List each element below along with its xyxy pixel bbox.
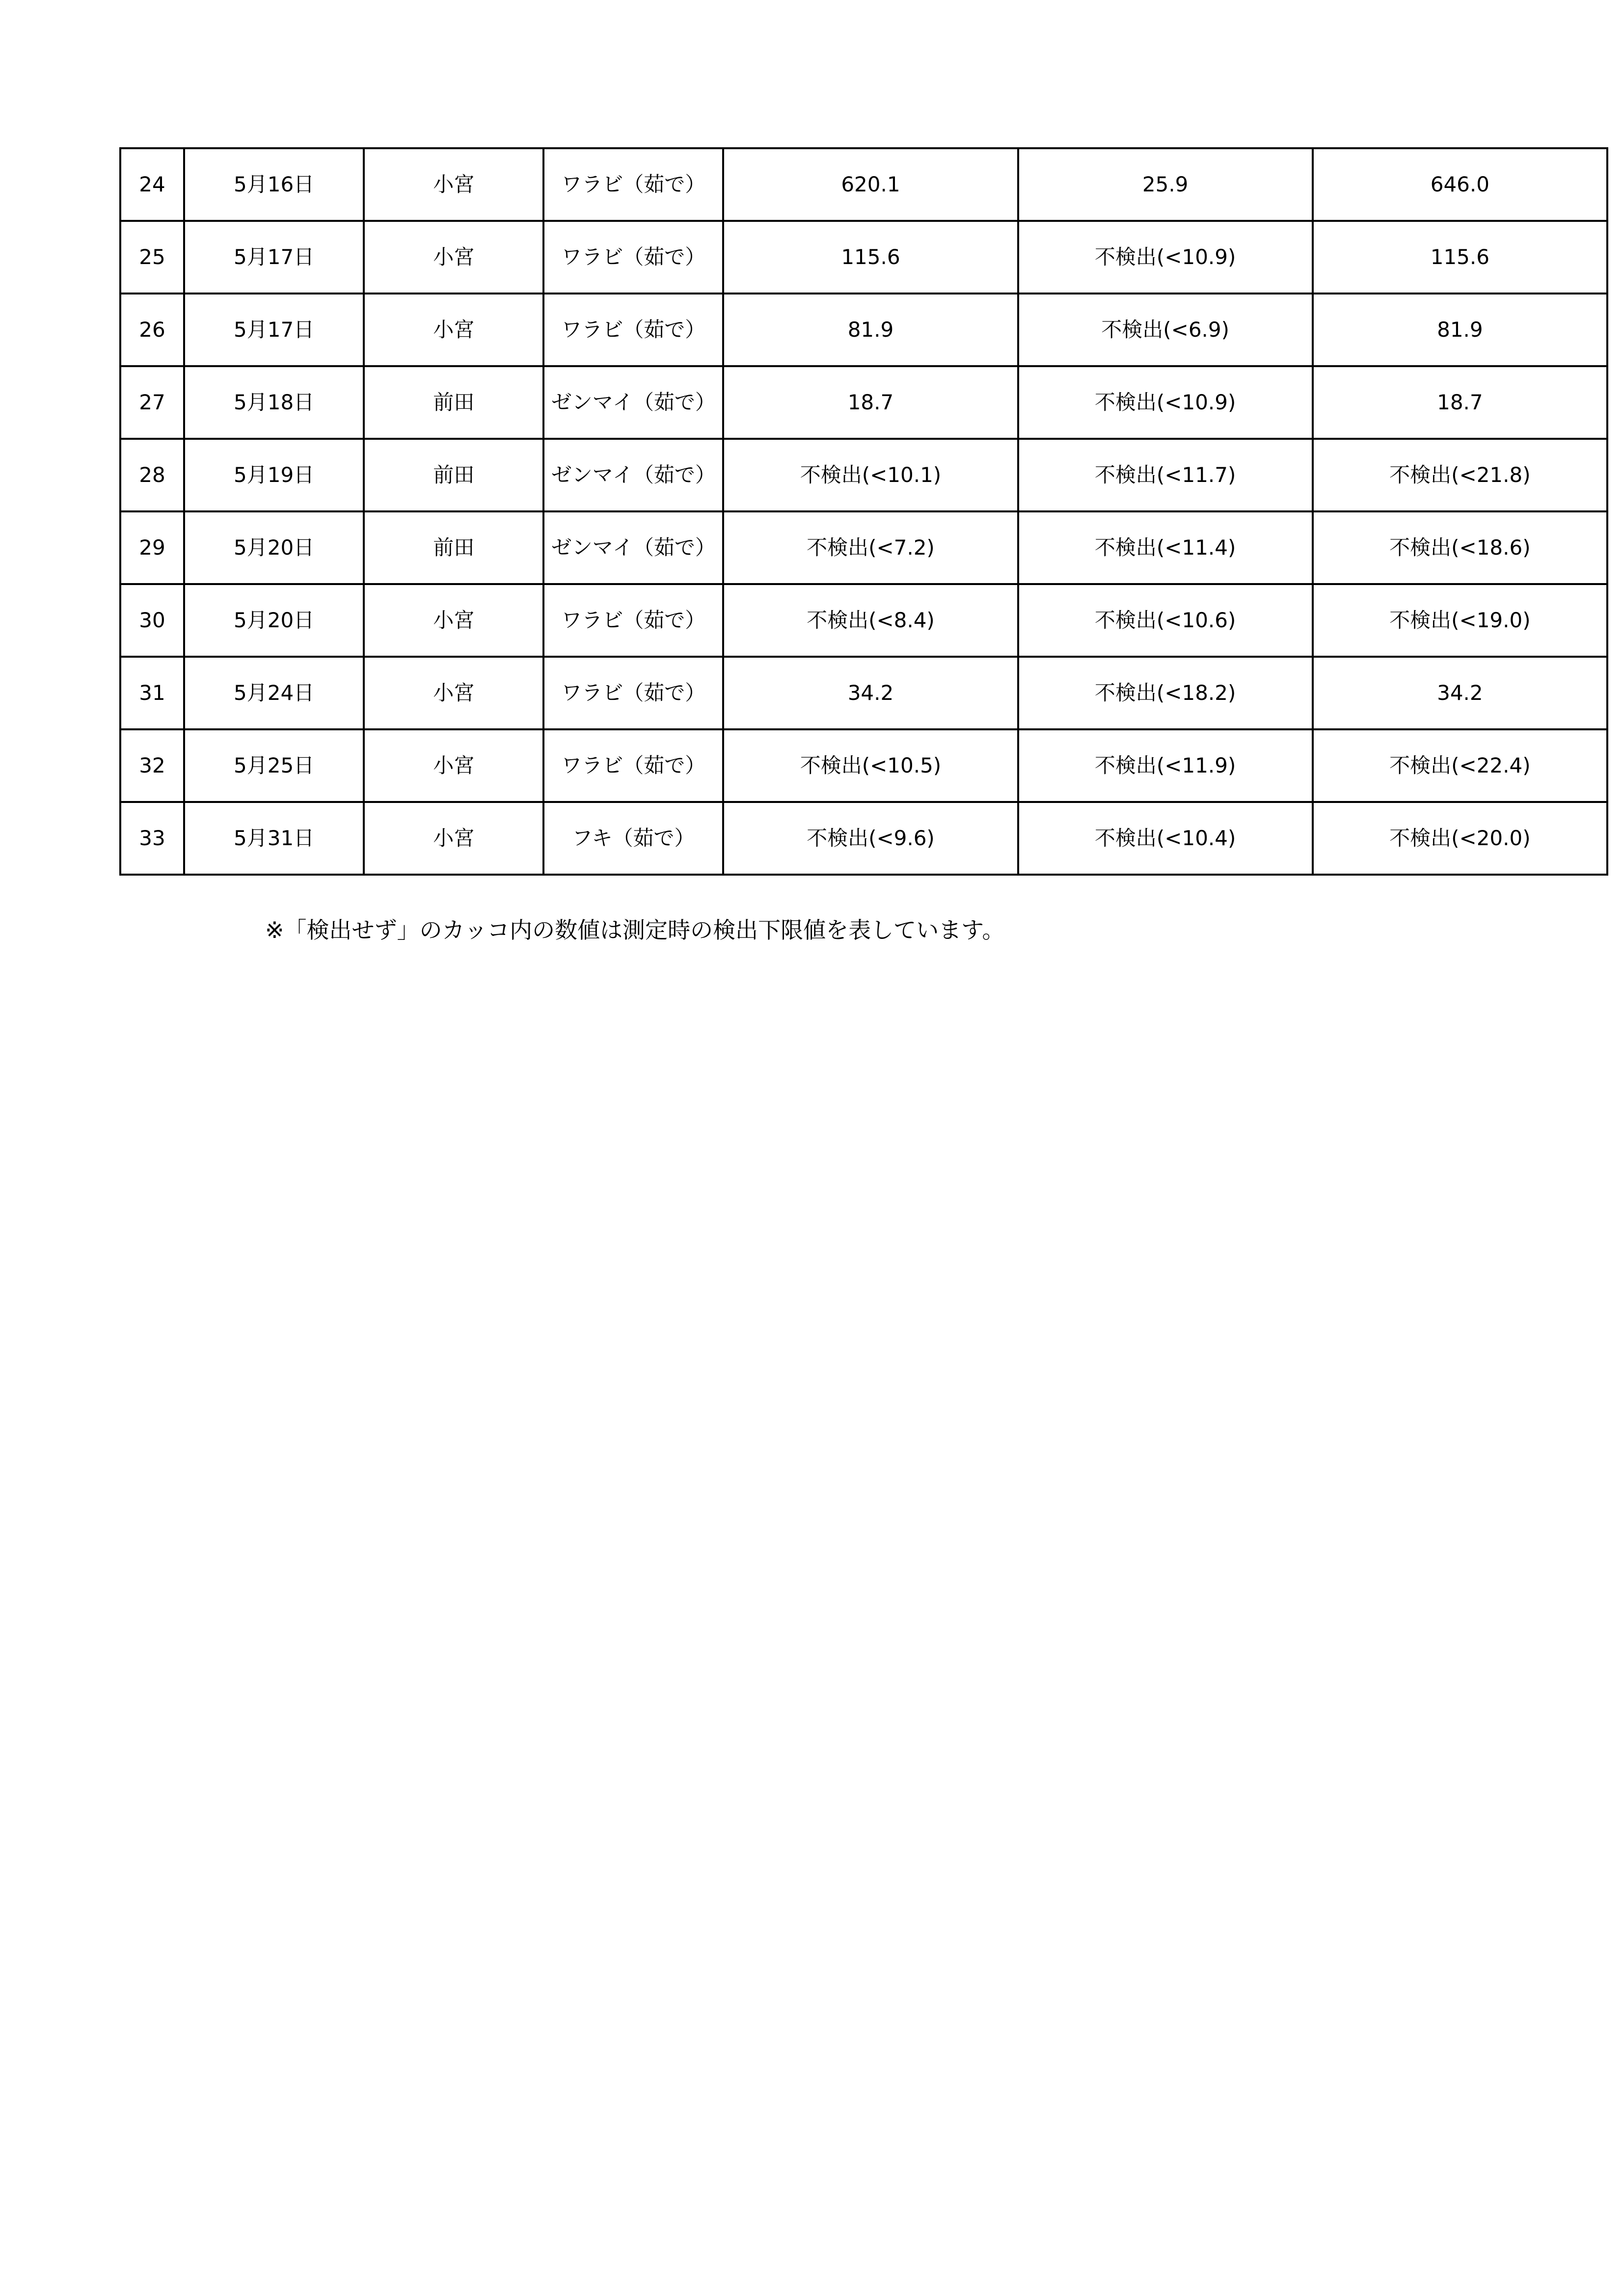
row-number: 30 <box>120 584 184 657</box>
sample-date: 5月18日 <box>184 366 364 439</box>
sample-location: 小宮 <box>364 221 543 294</box>
value-cell-1: 34.2 <box>723 657 1018 729</box>
value-cell-total: 不検出(<21.8) <box>1313 439 1607 511</box>
value-cell-1: 不検出(<9.6) <box>723 802 1018 875</box>
sample-location: 前田 <box>364 511 543 584</box>
row-number: 28 <box>120 439 184 511</box>
sample-item: ワラビ（茹で） <box>543 657 723 729</box>
sample-date: 5月19日 <box>184 439 364 511</box>
value-cell-total: 18.7 <box>1313 366 1607 439</box>
row-number: 24 <box>120 148 184 221</box>
table-row <box>120 221 1607 294</box>
sample-location: 小宮 <box>364 657 543 729</box>
value-cell-2: 不検出(<10.9) <box>1018 221 1313 294</box>
sample-item: ゼンマイ（茹で） <box>543 439 723 511</box>
row-number: 27 <box>120 366 184 439</box>
row-number: 25 <box>120 221 184 294</box>
value-cell-total: 646.0 <box>1313 148 1607 221</box>
table-row <box>120 729 1607 802</box>
value-cell-1: 18.7 <box>723 366 1018 439</box>
sample-item: ワラビ（茹で） <box>543 148 723 221</box>
value-cell-total: 81.9 <box>1313 294 1607 366</box>
footnote: ※「検出せず」のカッコ内の数値は測定時の検出下限値を表しています。 <box>265 917 1005 943</box>
table-row <box>120 657 1607 729</box>
value-cell-1: 620.1 <box>723 148 1018 221</box>
sample-location: 前田 <box>364 439 543 511</box>
value-cell-2: 不検出(<11.4) <box>1018 511 1313 584</box>
sample-date: 5月17日 <box>184 294 364 366</box>
sample-date: 5月17日 <box>184 221 364 294</box>
value-cell-2: 不検出(<10.4) <box>1018 802 1313 875</box>
value-cell-2: 不検出(<10.6) <box>1018 584 1313 657</box>
value-cell-1: 不検出(<10.1) <box>723 439 1018 511</box>
sample-item: ゼンマイ（茹で） <box>543 511 723 584</box>
value-cell-1: 115.6 <box>723 221 1018 294</box>
value-cell-2: 不検出(<11.9) <box>1018 729 1313 802</box>
sample-location: 小宮 <box>364 584 543 657</box>
value-cell-total: 34.2 <box>1313 657 1607 729</box>
sample-date: 5月31日 <box>184 802 364 875</box>
sample-date: 5月16日 <box>184 148 364 221</box>
value-cell-total: 115.6 <box>1313 221 1607 294</box>
sample-item: ワラビ（茹で） <box>543 221 723 294</box>
table-row <box>120 802 1607 875</box>
sample-location: 小宮 <box>364 729 543 802</box>
table-row <box>120 294 1607 366</box>
row-number: 29 <box>120 511 184 584</box>
value-cell-1: 不検出(<7.2) <box>723 511 1018 584</box>
sample-item: ワラビ（茹で） <box>543 584 723 657</box>
table-row <box>120 511 1607 584</box>
sample-item: ゼンマイ（茹で） <box>543 366 723 439</box>
sample-date: 5月25日 <box>184 729 364 802</box>
sample-item: ワラビ（茹で） <box>543 729 723 802</box>
sample-location: 小宮 <box>364 148 543 221</box>
value-cell-1: 81.9 <box>723 294 1018 366</box>
table-row <box>120 366 1607 439</box>
sample-item: ワラビ（茹で） <box>543 294 723 366</box>
value-cell-total: 不検出(<18.6) <box>1313 511 1607 584</box>
row-number: 32 <box>120 729 184 802</box>
sample-location: 小宮 <box>364 802 543 875</box>
value-cell-2: 不検出(<18.2) <box>1018 657 1313 729</box>
table-row <box>120 439 1607 511</box>
table-row <box>120 148 1607 221</box>
value-cell-2: 25.9 <box>1018 148 1313 221</box>
sample-item: フキ（茹で） <box>543 802 723 875</box>
row-number: 33 <box>120 802 184 875</box>
value-cell-total: 不検出(<20.0) <box>1313 802 1607 875</box>
sample-date: 5月20日 <box>184 511 364 584</box>
row-number: 31 <box>120 657 184 729</box>
sample-location: 前田 <box>364 366 543 439</box>
value-cell-2: 不検出(<10.9) <box>1018 366 1313 439</box>
sample-date: 5月20日 <box>184 584 364 657</box>
row-number: 26 <box>120 294 184 366</box>
value-cell-2: 不検出(<6.9) <box>1018 294 1313 366</box>
value-cell-total: 不検出(<22.4) <box>1313 729 1607 802</box>
sample-location: 小宮 <box>364 294 543 366</box>
sample-date: 5月24日 <box>184 657 364 729</box>
value-cell-total: 不検出(<19.0) <box>1313 584 1607 657</box>
table-row <box>120 584 1607 657</box>
value-cell-2: 不検出(<11.7) <box>1018 439 1313 511</box>
value-cell-1: 不検出(<10.5) <box>723 729 1018 802</box>
results-table <box>119 147 1608 876</box>
value-cell-1: 不検出(<8.4) <box>723 584 1018 657</box>
